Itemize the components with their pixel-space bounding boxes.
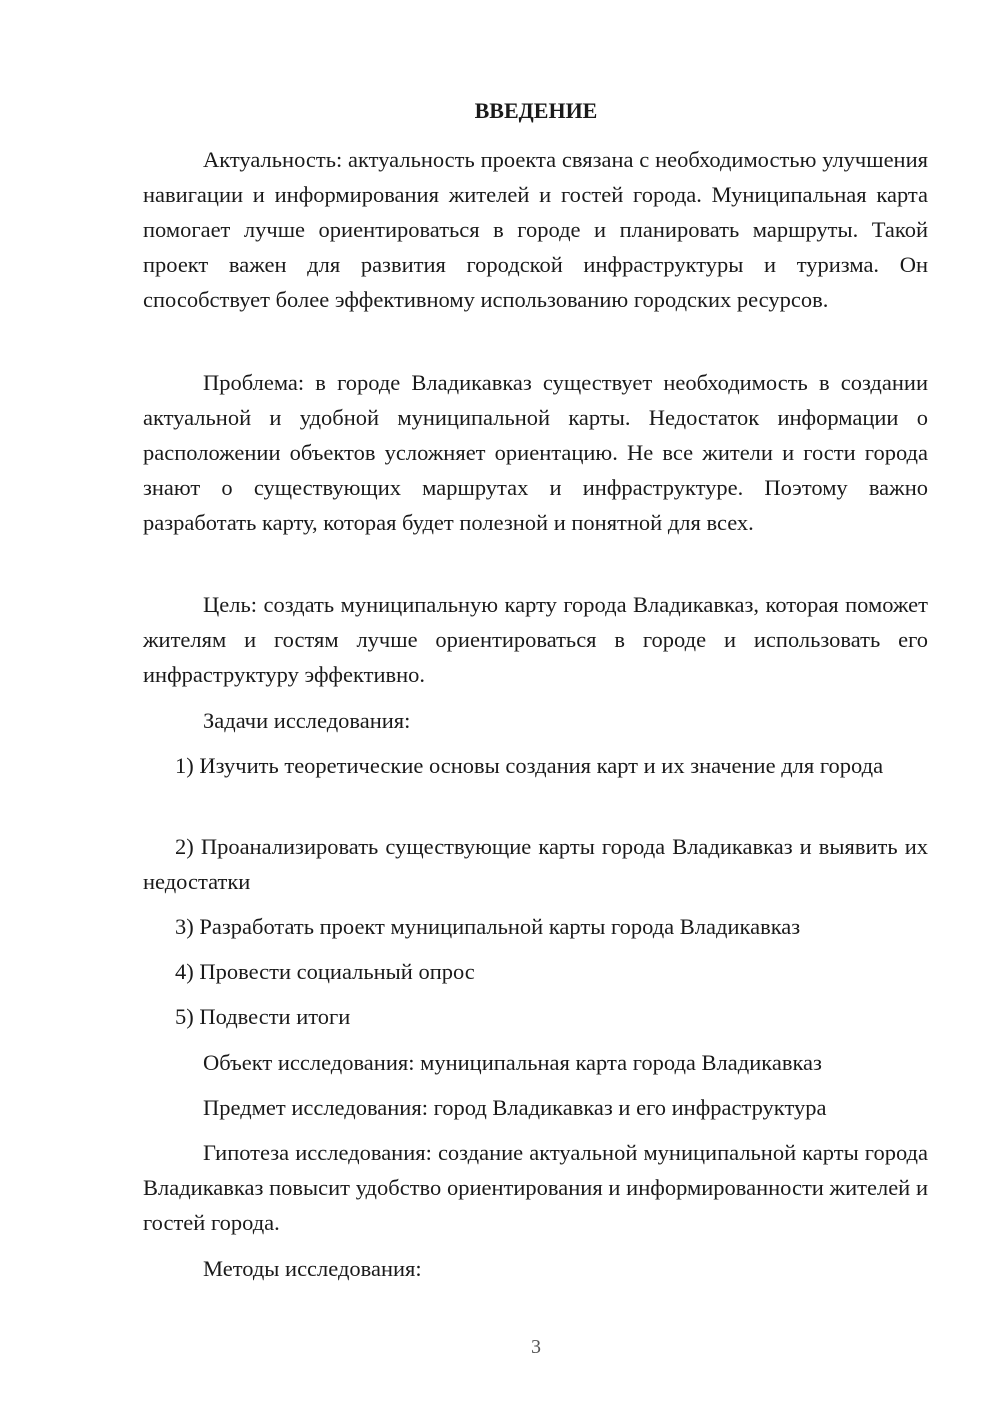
object-paragraph: Объект исследования: муниципальная карта города Владикавказ — [203, 1050, 822, 1075]
page-number: 3 — [531, 1336, 541, 1358]
task-item-5: 5) Подвести итоги — [175, 1004, 351, 1029]
goal-paragraph: Цель: создать муниципальную карту города Владикавказ, которая поможет жителям и гостям лучше ориентироваться в городе и использовать его инфраструктуру эффективно. — [143, 592, 928, 687]
task-item-2: 2) Проанализировать существующие карты города Владикавказ и выявить их недостатки — [143, 834, 928, 894]
task-item-4: 4) Провести социальный опрос — [175, 959, 475, 984]
page-title: ВВЕДЕНИЕ — [474, 98, 598, 123]
methods-heading: Методы исследования: — [203, 1256, 422, 1281]
task-item-3: 3) Разработать проект муниципальной карты города Владикавказ — [175, 914, 801, 939]
relevance-paragraph: Актуальность: актуальность проекта связана с необходимостью улучшения навигации и информирования жителей и гостей города. Муниципальная карта помогает лучше ориентироваться в городе и планировать маршруты. Такой проект важен для развития городской инфраструктуры и туризма. Он способствует более эффективному использованию городских ресурсов. — [143, 147, 928, 312]
task-item-1: 1) Изучить теоретические основы создания карт и их значение для города — [175, 753, 884, 778]
hypothesis-paragraph: Гипотеза исследования: создание актуальной муниципальной карты города Владикавказ повысит удобство ориентирования и информированности жителей и гостей города. — [143, 1140, 928, 1235]
subject-paragraph: Предмет исследования: город Владикавказ и его инфраструктура — [203, 1095, 827, 1120]
problem-paragraph: Проблема: в городе Владикавказ существует необходимость в создании актуальной и удобной муниципальной карты. Недостаток информации о расположении объектов усложняет ориентацию. Не все жители и гости города знают о существующих маршрутах и инфраструктуре. Поэтому важно разработать карту, которая будет полезной и понятной для всех. — [143, 370, 928, 535]
tasks-heading: Задачи исследования: — [203, 708, 411, 733]
